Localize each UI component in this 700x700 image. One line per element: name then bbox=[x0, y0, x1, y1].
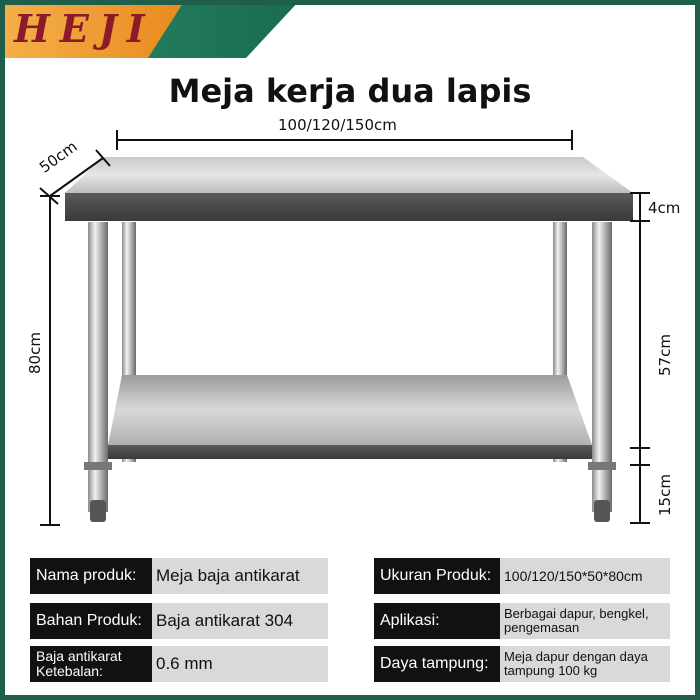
lower-shelf-surface bbox=[108, 375, 592, 445]
spec-row-application bbox=[374, 603, 670, 639]
spec-value bbox=[500, 646, 670, 682]
table-top-edge bbox=[65, 193, 633, 221]
spec-value: Meja baja antikarat bbox=[152, 558, 328, 594]
depth-dimension-label: 50cm bbox=[36, 137, 81, 177]
length-dimension-label: 100/120/150cm bbox=[278, 116, 397, 134]
spec-row-material bbox=[30, 603, 328, 639]
height-dimension-label: 80cm bbox=[26, 332, 44, 374]
spec-key: Bahan Produk: bbox=[30, 603, 152, 639]
spec-key-line: Ketebalan: bbox=[36, 663, 103, 679]
front-left-foot bbox=[90, 500, 106, 522]
table-top-surface bbox=[65, 157, 633, 193]
spec-row-thickness bbox=[30, 646, 328, 682]
spec-row-capacity bbox=[374, 646, 670, 682]
brand-logo: HEJI bbox=[14, 6, 155, 51]
front-right-bracket bbox=[588, 462, 616, 470]
bottom-clearance-label: 15cm bbox=[656, 474, 674, 516]
spec-value-line: Berbagai dapur, bengkel, bbox=[504, 606, 649, 621]
spec-value-line: pengemasan bbox=[504, 620, 580, 635]
spec-key: Ukuran Produk: bbox=[374, 558, 500, 594]
shelf-gap-label: 57cm bbox=[656, 334, 674, 376]
product-title: Meja kerja dua lapis bbox=[168, 72, 532, 110]
lower-shelf-edge bbox=[108, 445, 592, 459]
spec-value-line: tampung 100 kg bbox=[504, 663, 598, 678]
spec-row-size bbox=[374, 558, 670, 594]
spec-value: 100/120/150*50*80cm bbox=[500, 558, 670, 594]
spec-key: Aplikasi: bbox=[374, 603, 500, 639]
spec-value: 0.6 mm bbox=[152, 646, 328, 682]
spec-row-product-name bbox=[30, 558, 328, 594]
front-left-bracket bbox=[84, 462, 112, 470]
top-thickness-label: 4cm bbox=[648, 199, 681, 217]
spec-key: Daya tampung: bbox=[374, 646, 500, 682]
front-right-foot bbox=[594, 500, 610, 522]
spec-value-line: Meja dapur dengan daya bbox=[504, 649, 648, 664]
spec-key bbox=[30, 646, 152, 682]
spec-key-line: Baja antikarat bbox=[36, 648, 122, 664]
spec-key: Nama produk: bbox=[30, 558, 152, 594]
spec-value bbox=[500, 603, 670, 639]
spec-value: Baja antikarat 304 bbox=[152, 603, 328, 639]
